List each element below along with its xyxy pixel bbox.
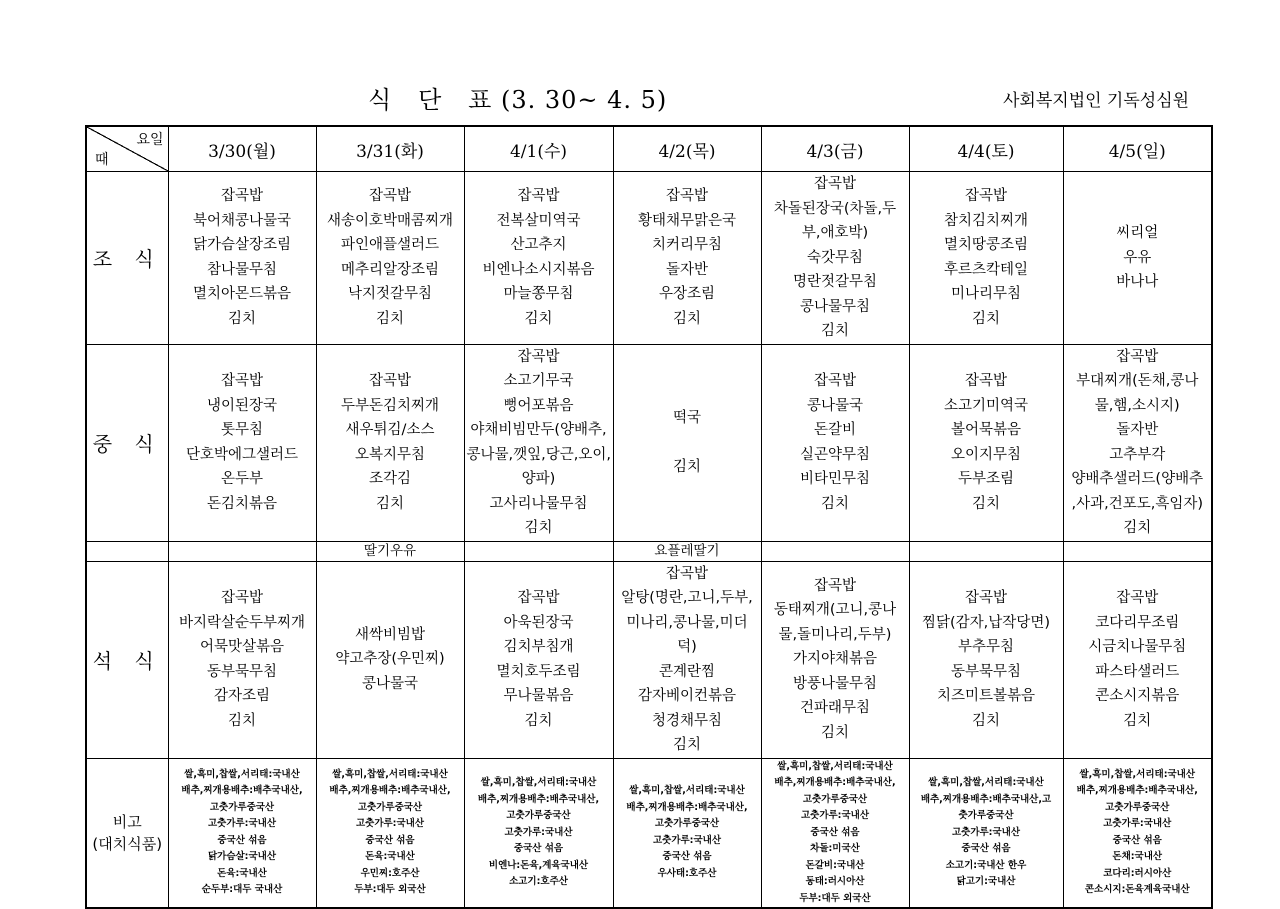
- menu-item: 톳무침: [220, 422, 264, 438]
- notes-cell: [909, 758, 1063, 908]
- menu-item: 북어채콩나물국: [192, 212, 292, 229]
- menu-cell: [613, 344, 761, 541]
- notes-cell: [613, 758, 761, 908]
- snack-label: [86, 541, 168, 561]
- menu-item: 새싹비빔밥: [354, 626, 426, 643]
- menu-item: 김치: [524, 520, 553, 536]
- notes-row: [86, 758, 1212, 908]
- note-line: 동태:러시아산: [805, 876, 865, 887]
- menu-item: 코다리무조림: [1095, 614, 1180, 631]
- menu-item: 온두부: [220, 471, 264, 487]
- menu-cell: [909, 344, 1063, 541]
- corner-cell: [86, 126, 168, 172]
- menu-item: 잡곡밥: [813, 577, 857, 594]
- note-line: 고춧가루:국내산: [800, 810, 870, 821]
- menu-item: 냉이된장국: [206, 397, 278, 414]
- menu-item: 청경채무침: [651, 712, 723, 729]
- menu-item: 뻥어포볶음: [503, 397, 574, 414]
- notes-sublabel: (대치식품): [92, 834, 163, 853]
- corner-meal-label: 때: [95, 152, 109, 168]
- note-line: 배추,찌개용배추:배추국내산,: [774, 777, 896, 788]
- menu-item: 파인애플샐러드: [340, 237, 440, 254]
- menu-item: 돈김치볶음: [206, 495, 278, 512]
- menu-item: 동태찌개(고니,콩나: [773, 602, 897, 619]
- menu-item: 차돌된장국(차돌,두: [773, 200, 897, 217]
- menu-item: 소고기무국: [503, 373, 574, 389]
- menu-item: 새송이호박매콤찌개: [326, 212, 454, 229]
- menu-item: 비타민무침: [799, 471, 871, 487]
- menu-item: 동부묵무침: [206, 663, 278, 680]
- note-line: 중국산 섞음: [961, 843, 1011, 854]
- notes-cell: [761, 758, 909, 908]
- menu-item: 김치: [375, 310, 404, 327]
- menu-item: 물,돌미나리,두부): [778, 626, 892, 643]
- menu-item: 미나리무침: [950, 286, 1022, 303]
- menu-cell: [316, 172, 464, 345]
- menu-item: 김치: [672, 310, 701, 327]
- snack-row: [86, 541, 1212, 561]
- notes-label-cell: [86, 758, 168, 908]
- menu-item: 콩나물국: [361, 675, 419, 692]
- note-line: 쌀,흑미,찹쌀,서리태:국내산: [777, 760, 893, 772]
- note-line: 비엔나:돈육,계육국내산: [488, 859, 589, 871]
- menu-item: 잡곡밥: [813, 373, 857, 389]
- menu-item: 김치: [227, 310, 256, 327]
- note-line: 중국산 섞음: [513, 843, 564, 854]
- menu-item: 잡곡밥: [964, 373, 1008, 389]
- note-line: 차돌:미국산: [810, 843, 860, 854]
- menu-item: 찜닭(감자,납작당면): [922, 614, 1050, 631]
- note-line: 고춧가루중국산: [209, 801, 275, 813]
- menu-item: 잡곡밥: [220, 590, 264, 606]
- note-line: 순두부:대두 국내산: [201, 884, 283, 896]
- note-line: 쌀,흑미,찹쌀,서리태:국내산: [629, 785, 745, 797]
- menu-item: 오복지무침: [354, 446, 426, 463]
- note-line: 돈육:국내산: [217, 867, 267, 879]
- menu-cell: [761, 172, 909, 345]
- note-line: 배추,찌개용배추:배추국내산,: [626, 801, 748, 813]
- day-header: 4/1(수): [464, 126, 613, 172]
- menu-item: 건파래무침: [799, 700, 871, 717]
- notes-cell: [316, 758, 464, 908]
- menu-cell: [1063, 561, 1212, 758]
- menu-item: 닭가슴살장조림: [192, 237, 292, 254]
- note-line: 두부:대두 외국산: [354, 884, 426, 896]
- menu-item: 김치: [820, 724, 849, 741]
- day-header: 3/30(월): [168, 126, 316, 172]
- note-line: 춧가루중국산: [958, 810, 1014, 821]
- note-line: 고춧가루중국산: [1105, 801, 1170, 813]
- menu-item: 김치: [1123, 712, 1152, 729]
- note-line: 고춧가루:국내산: [951, 826, 1021, 838]
- menu-item: 부추무침: [957, 639, 1015, 655]
- note-line: 중국산 섞음: [810, 826, 860, 838]
- snack-cell: [761, 541, 909, 561]
- menu-item: [616, 431, 759, 455]
- menu-table: [85, 125, 1213, 909]
- menu-item: 아욱된장국: [503, 614, 574, 631]
- note-line: 고춧가루중국산: [654, 818, 720, 830]
- menu-item: 멸치땅콩조림: [943, 237, 1029, 254]
- menu-item: 무나물볶음: [503, 688, 574, 704]
- note-line: 고춧가루:국내산: [1103, 818, 1172, 830]
- day-header: 4/3(금): [761, 126, 909, 172]
- menu-item: 멸치호두조림: [496, 663, 581, 680]
- menu-item: 우장조림: [658, 286, 716, 303]
- menu-cell: [316, 344, 464, 541]
- menu-cell: [909, 172, 1063, 345]
- menu-cell: [613, 172, 761, 345]
- menu-item: 콩나물,깻잎,당근,오이,: [466, 446, 611, 463]
- notes-cell: [168, 758, 316, 908]
- note-line: 우민찌:호주산: [360, 867, 420, 879]
- menu-item: 김치부침개: [503, 639, 574, 655]
- menu-item: 약고추장(우민찌): [335, 651, 445, 668]
- note-line: 소고기:호주산: [509, 876, 568, 887]
- note-line: 코다리:러시아산: [1103, 867, 1172, 879]
- menu-item: 김치: [820, 323, 849, 339]
- menu-item: 바나나: [1116, 274, 1159, 290]
- menu-item: 떡국: [672, 410, 701, 426]
- note-line: 돈육:국내산: [365, 851, 415, 863]
- snack-cell: [464, 541, 613, 561]
- meal-label-dinner: 석 식: [86, 561, 168, 758]
- menu-item: 멸치아몬드볶음: [192, 286, 292, 303]
- menu-item: 부,애호박): [801, 225, 869, 241]
- menu-item: 김치: [672, 458, 701, 475]
- menu-item: 잡곡밥: [368, 188, 412, 205]
- menu-item: 잡곡밥: [220, 373, 264, 389]
- menu-item: 잡곡밥: [368, 373, 412, 389]
- menu-item: 두부조림: [957, 471, 1015, 487]
- menu-cell: [464, 561, 613, 758]
- note-line: 배추,찌개용배추:배추국내산,고: [920, 793, 1052, 805]
- menu-item: 씨리얼: [1116, 225, 1159, 241]
- menu-item: 새우튀김/소스: [345, 422, 435, 438]
- menu-item: 숙갓무침: [806, 249, 864, 266]
- note-line: 쌀,흑미,찹쌀,서리태:국내산: [184, 768, 300, 780]
- menu-cell: [761, 344, 909, 541]
- snack-cell: 요플레딸기: [613, 541, 761, 561]
- note-line: 배추,찌개용배추:배추국내산,: [1076, 785, 1198, 797]
- menu-item: 잡곡밥: [813, 176, 857, 192]
- snack-cell: 딸기우유: [316, 541, 464, 561]
- menu-item: 동부묵무침: [950, 663, 1022, 680]
- menu-cell: [761, 561, 909, 758]
- menu-item: 덕): [677, 639, 697, 655]
- menu-item: 김치: [524, 310, 553, 327]
- note-line: 고춧가루:국내산: [355, 818, 425, 830]
- menu-item: 김치: [971, 310, 1000, 327]
- meal-label-breakfast: 조 식: [86, 172, 168, 345]
- menu-item: 잡곡밥: [964, 188, 1008, 205]
- menu-item: 치즈미트볼볶음: [936, 688, 1036, 704]
- menu-item: 고추부각: [1109, 446, 1166, 463]
- menu-item: 잡곡밥: [517, 188, 560, 205]
- menu-item: 콩나물무침: [799, 298, 871, 315]
- menu-cell: [316, 561, 464, 758]
- menu-item: 바지락살순두부찌개: [178, 614, 306, 631]
- menu-item: 참나물무침: [206, 261, 278, 278]
- menu-item: 잡곡밥: [1116, 590, 1159, 606]
- note-line: 고춧가루중국산: [506, 810, 571, 821]
- menu-item: 방풍나물무침: [792, 675, 878, 692]
- menu-item: 김치: [820, 495, 849, 512]
- note-line: 고춧가루:국내산: [207, 818, 277, 830]
- menu-item: 김치: [971, 495, 1000, 512]
- note-line: 우사태:호주산: [657, 867, 717, 879]
- corner-day-label: 요일: [136, 132, 164, 148]
- note-line: 배추,찌개용배추:배추국내산,: [329, 785, 451, 797]
- note-line: 쌀,흑미,찹쌀,서리태:국내산: [928, 777, 1044, 788]
- menu-cell: [464, 344, 613, 541]
- menu-cell: [909, 561, 1063, 758]
- note-line: 두부:대두 외국산: [799, 892, 871, 904]
- menu-item: 조각김: [368, 471, 412, 487]
- menu-item: 후르츠칵테일: [943, 261, 1029, 278]
- menu-item: 비엔나소시지볶음: [482, 261, 595, 278]
- note-line: 중국산 섞음: [365, 834, 415, 846]
- note-line: 쌀,흑미,찹쌀,서리태:국내산: [1079, 768, 1196, 780]
- menu-item: 김치: [971, 712, 1000, 729]
- note-line: 고춧가루:국내산: [652, 834, 722, 846]
- menu-item: 감자조림: [213, 688, 271, 704]
- menu-item: 알탕(명란,고니,두부,: [621, 590, 753, 606]
- day-header: 4/5(일): [1063, 126, 1212, 172]
- note-line: 닭가슴살:국내산: [207, 851, 277, 863]
- menu-item: 마늘쫑무침: [503, 286, 574, 303]
- menu-item: 잡곡밥: [665, 565, 709, 582]
- menu-item: 소고기미역국: [943, 397, 1029, 414]
- menu-item: 야채비빔만두(양배추,: [470, 422, 607, 438]
- menu-item: 감자베이컨볶음: [637, 688, 737, 704]
- menu-item: 물,햄,소시지): [1094, 397, 1180, 414]
- menu-item: 파스타샐러드: [1095, 663, 1180, 680]
- breakfast-row: [86, 172, 1212, 345]
- menu-item: 참치김치찌개: [943, 212, 1029, 229]
- note-line: 쌀,흑미,찹쌀,서리태:국내산: [480, 777, 597, 788]
- menu-item: 우유: [1123, 249, 1152, 266]
- page-title: 식 단 표 (3. 30~ 4. 5): [368, 86, 668, 114]
- note-line: 고춧가루:국내산: [504, 826, 573, 838]
- notes-cell: [1063, 758, 1212, 908]
- notes-label: 비고: [112, 812, 142, 831]
- menu-item: 어묵맛살볶음: [199, 639, 285, 655]
- day-header: 4/2(목): [613, 126, 761, 172]
- dinner-row: [86, 561, 1212, 758]
- menu-item: 황태채무맑은국: [637, 212, 737, 229]
- menu-item: 잡곡밥: [964, 590, 1008, 606]
- snack-cell: [1063, 541, 1212, 561]
- menu-item: 실곤약무침: [799, 446, 871, 463]
- note-line: 돈갈비:국내산: [805, 859, 865, 871]
- menu-item: 콘계란찜: [658, 663, 716, 680]
- note-line: 중국산 섞음: [662, 851, 712, 863]
- menu-item: 미나리,콩나물,미더: [626, 614, 748, 631]
- menu-item: ,사과,건포도,흑임자): [1071, 495, 1204, 512]
- menu-item: 고사리나물무침: [489, 495, 588, 512]
- menu-item: 단호박에그샐러드: [185, 446, 299, 463]
- note-line: 배추,찌개용배추:배추국내산,: [181, 785, 303, 797]
- menu-item: 치커리무침: [651, 237, 723, 254]
- note-line: 돈채:국내산: [1112, 851, 1163, 863]
- header-row: [86, 126, 1212, 172]
- snack-cell: [909, 541, 1063, 561]
- menu-item: 잡곡밥: [517, 348, 560, 365]
- note-line: 쌀,흑미,찹쌀,서리태:국내산: [332, 768, 448, 780]
- note-line: 소고기:국내산 한우: [945, 859, 1027, 871]
- menu-item: 가지야채볶음: [792, 651, 878, 668]
- menu-item: 콩나물국: [806, 397, 864, 414]
- menu-cell: [168, 561, 316, 758]
- menu-item: 잡곡밥: [517, 590, 560, 606]
- note-line: 배추,찌개용배추:배추국내산,: [477, 793, 600, 805]
- menu-cell: [1063, 172, 1212, 345]
- menu-item: 김치: [375, 495, 404, 512]
- day-header: 4/4(토): [909, 126, 1063, 172]
- menu-item: 시금치나물무침: [1088, 639, 1187, 655]
- menu-item: 양파): [521, 471, 556, 487]
- menu-cell: [168, 344, 316, 541]
- menu-item: 콘소시지볶음: [1095, 688, 1180, 704]
- menu-item: 잡곡밥: [665, 188, 709, 205]
- menu-item: 김치: [1123, 520, 1152, 536]
- menu-item: 전복살미역국: [496, 212, 581, 229]
- menu-cell: [464, 172, 613, 345]
- menu-item: 김치: [672, 737, 701, 753]
- menu-item: 명란젓갈무침: [792, 274, 878, 290]
- lunch-row: [86, 344, 1212, 541]
- snack-cell: [168, 541, 316, 561]
- menu-item: 산고추지: [510, 237, 567, 254]
- note-line: 중국산 섞음: [1112, 834, 1162, 846]
- menu-item: 돌자반: [665, 261, 709, 278]
- menu-item: 두부돈김치찌개: [340, 397, 440, 414]
- menu-item: 볼어묵볶음: [950, 422, 1022, 438]
- menu-item: 낙지젓갈무침: [347, 286, 433, 303]
- note-line: 닭고기:국내산: [956, 876, 1016, 887]
- menu-item: 메추리알장조림: [340, 261, 440, 278]
- menu-item: 김치: [524, 712, 553, 729]
- menu-cell: [1063, 344, 1212, 541]
- note-line: 고춧가루중국산: [802, 793, 868, 805]
- menu-item: 오이지무침: [950, 446, 1022, 463]
- menu-item: 양배추샐러드(양배추: [1071, 471, 1204, 487]
- meal-label-lunch: 중 식: [86, 344, 168, 541]
- menu-cell: [168, 172, 316, 345]
- menu-item: 김치: [227, 712, 256, 729]
- menu-item: 돈갈비: [813, 422, 857, 438]
- menu-cell: [613, 561, 761, 758]
- menu-item: 부대찌개(돈채,콩나: [1076, 373, 1199, 389]
- note-line: 중국산 섞음: [217, 834, 267, 846]
- notes-cell: [464, 758, 613, 908]
- organization-name: 사회복지법인 기독성심원: [1003, 91, 1190, 111]
- day-header: 3/31(화): [316, 126, 464, 172]
- menu-item: 잡곡밥: [1116, 348, 1159, 365]
- note-line: 고춧가루중국산: [357, 801, 423, 813]
- menu-item: 잡곡밥: [220, 188, 264, 205]
- note-line: 콘소시지:돈육계육국내산: [1084, 884, 1190, 896]
- menu-item: 돌자반: [1116, 422, 1159, 438]
